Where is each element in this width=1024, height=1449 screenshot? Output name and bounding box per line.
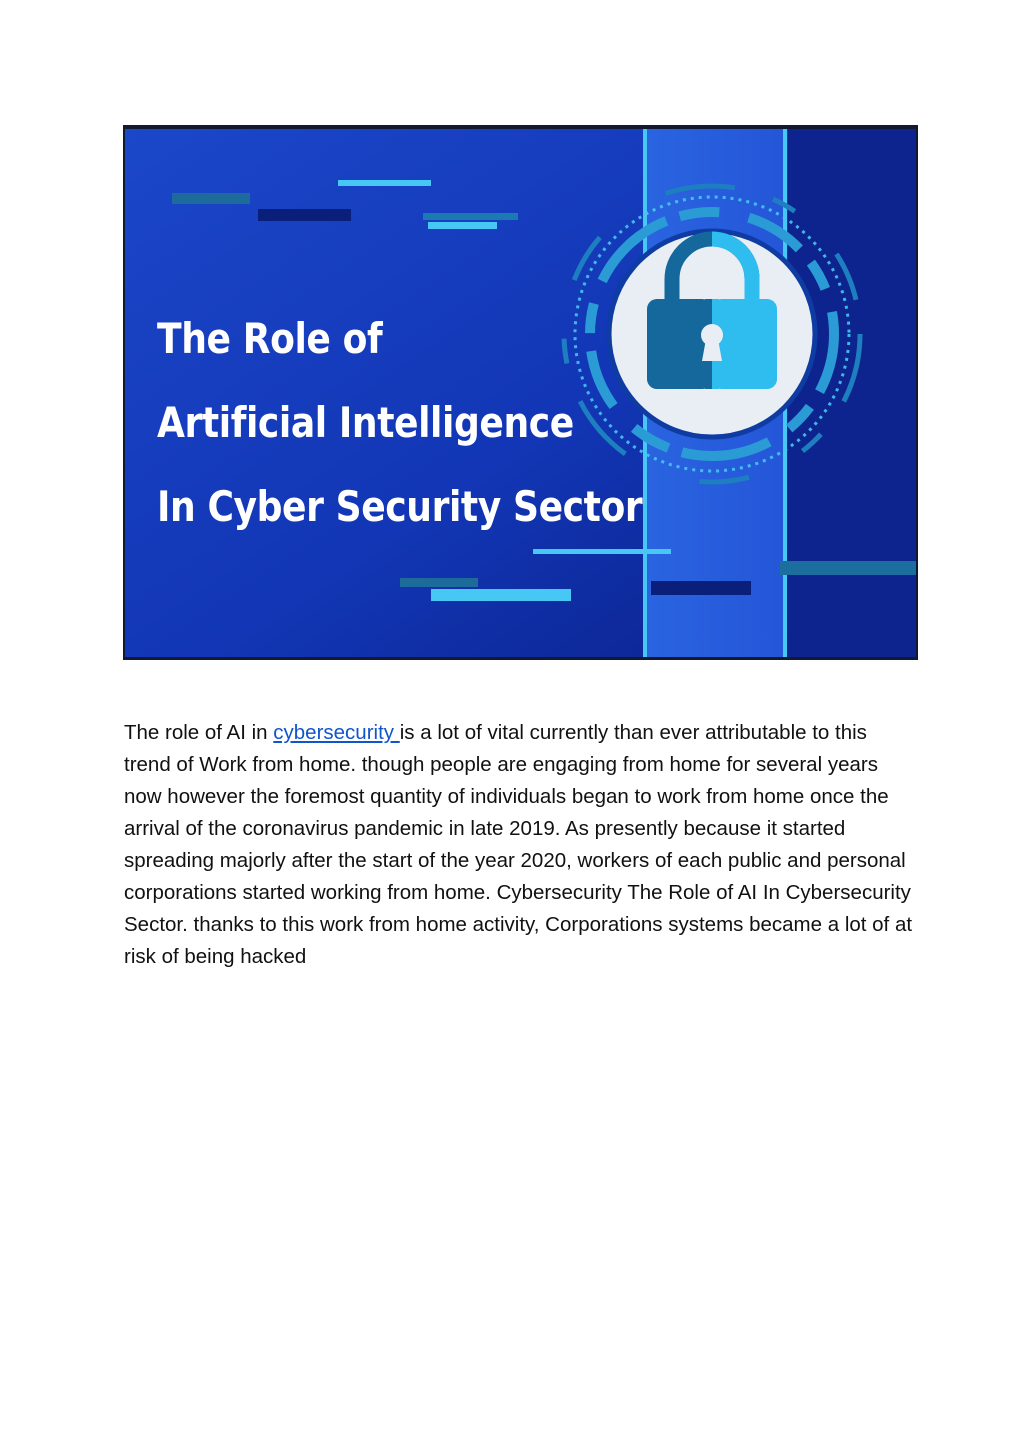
deco-bar bbox=[172, 193, 250, 204]
deco-bar bbox=[780, 561, 916, 575]
deco-bar bbox=[533, 549, 671, 554]
banner-title-line-2: Artificial Intelligence bbox=[157, 398, 574, 447]
deco-bar bbox=[651, 581, 751, 595]
paragraph-text-rest: is a lot of vital currently than ever attributable to this trend of Work from home. though people are engaging from home for several years now however the foremost quantity of individuals began to work from home once the arrival of the coronavirus pandemic in late 2019. As presently because it started spreading majorly after the start of the year 2020, workers of each public and personal corporations started working from home. Cybersecurity The Role of AI In Cybersecurity Sector. thanks to this work from home activity, Corporations systems became a lot of at risk of being hacked bbox=[124, 721, 913, 968]
deco-bar bbox=[400, 578, 478, 587]
article-paragraph bbox=[124, 717, 914, 973]
hero-banner-image bbox=[123, 125, 918, 660]
paragraph-text-start: The role of AI in bbox=[124, 721, 274, 744]
banner-title bbox=[157, 297, 642, 549]
deco-bar bbox=[428, 222, 497, 229]
deco-bar bbox=[338, 180, 431, 186]
deco-bar bbox=[423, 213, 518, 220]
cybersecurity-link[interactable]: cybersecurity bbox=[273, 721, 400, 744]
deco-bar bbox=[258, 209, 351, 221]
banner-title-line-1: The Role of bbox=[157, 314, 383, 363]
lock-body-light bbox=[712, 299, 777, 389]
lock-body-dark bbox=[647, 299, 712, 389]
banner-title-line-3: In Cyber Security Sector bbox=[157, 482, 643, 531]
right-panel bbox=[788, 129, 916, 657]
deco-bar bbox=[431, 589, 571, 601]
